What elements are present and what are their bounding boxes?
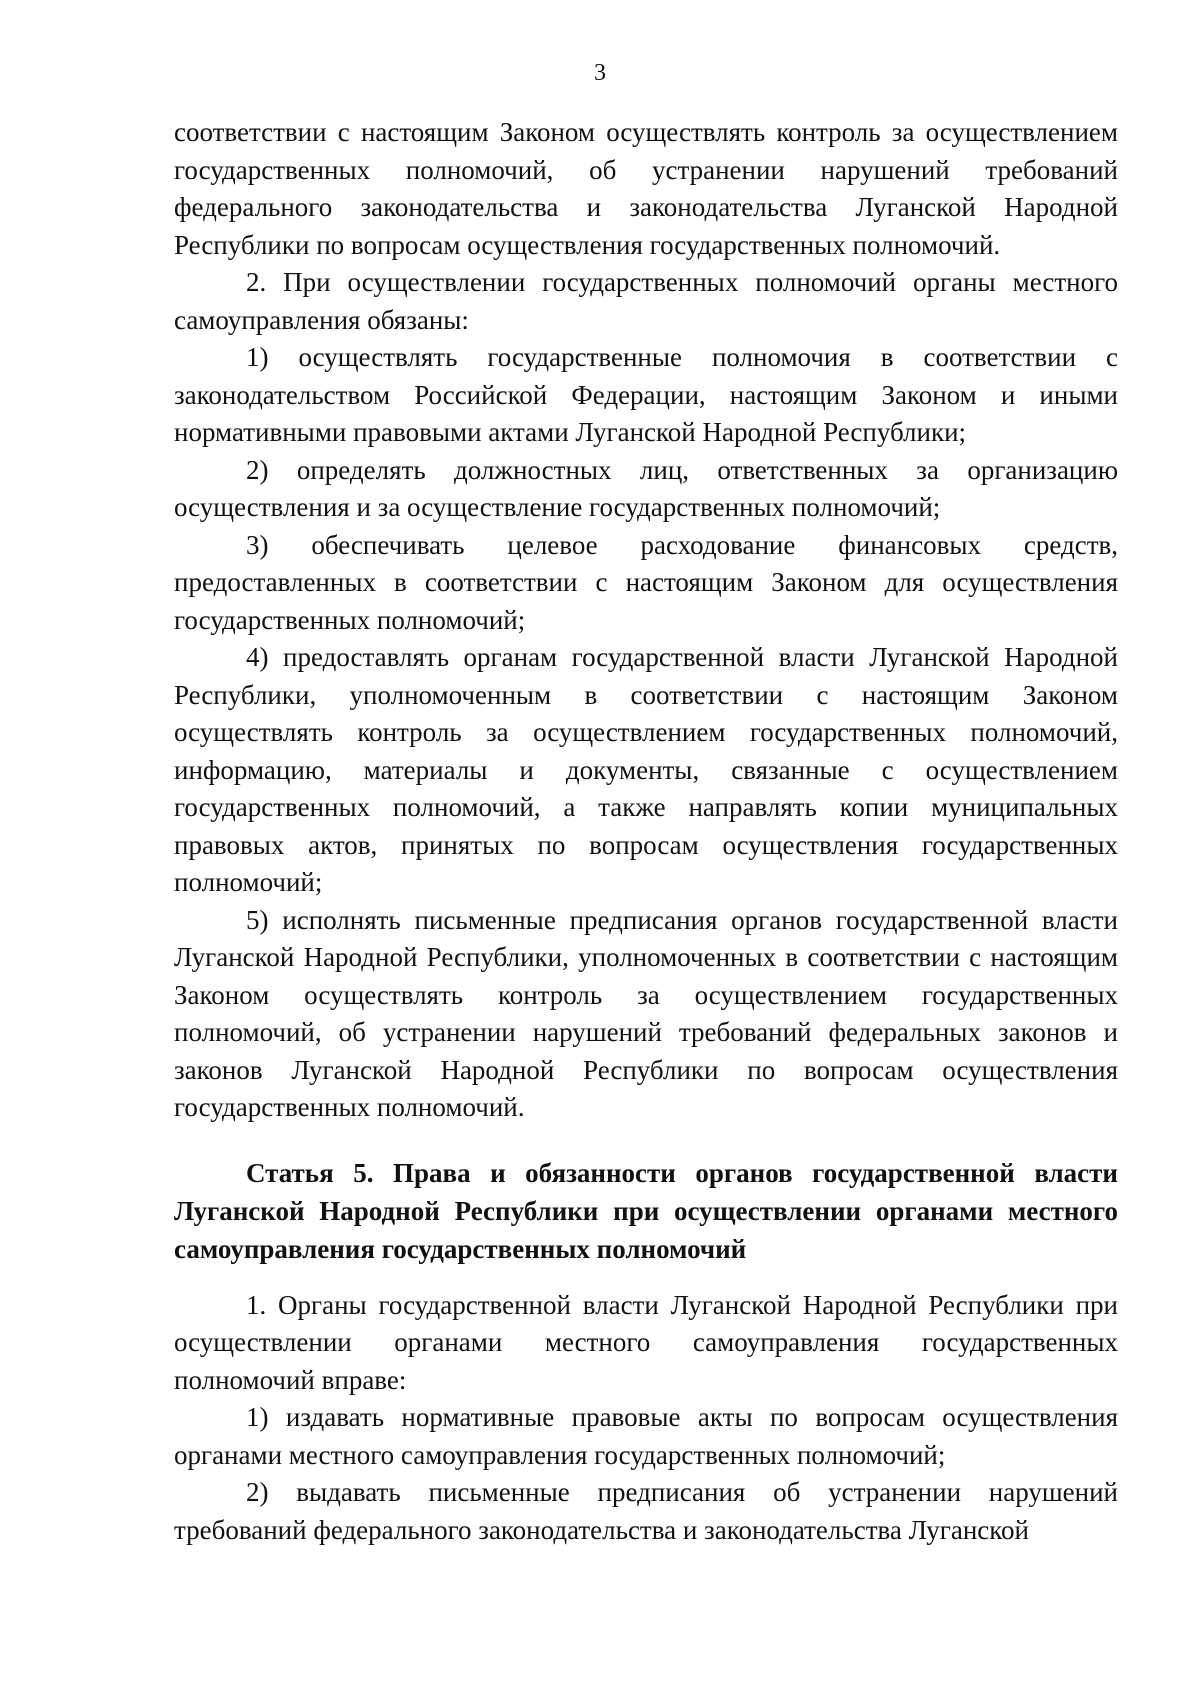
document-body xyxy=(174,114,1118,1549)
list-item-5: 5) исполнять письменные предписания органов государственной власти Луганской Народной Республики, уполномоченных в соответствии с настоящим Законом осуществлять контроль за осуществлением государственных полномочий, об устранении нарушений требований федеральных законов и законов Луганской Народной Республики по вопросам осуществления государственных полномочий. xyxy=(174,904,1118,1122)
paragraph-item-2: 2. При осуществлении государственных полномочий органы местного самоуправления обязаны: xyxy=(174,267,1118,335)
list-item-1: 1) осуществлять государственные полномочия в соответствии с законодательством Российской Федерации, настоящим Законом и иными нормативными правовыми актами Луганской Народной Республики; xyxy=(174,342,1118,447)
paragraph-continuation: соответствии с настоящим Законом осуществлять контроль за осуществлением государственных полномочий, об устранении нарушений требований федерального законодательства и законодательства Луганской Народной Республики по вопросам осуществления государственных полномочий. xyxy=(174,117,1118,260)
page-number: 3 xyxy=(594,60,606,86)
article-5-list-item-1: 1) издавать нормативные правовые акты по вопросам осуществления органами местного самоуправления государственных полномочий; xyxy=(174,1402,1118,1470)
article-5-list-item-2: 2) выдавать письменные предписания об устранении нарушений требований федерального законодательства и законодательства Луганской xyxy=(174,1477,1118,1545)
list-item-3: 3) обеспечивать целевое расходование финансовых средств, предоставленных в соответствии с настоящим Законом для осуществления государственных полномочий; xyxy=(174,529,1118,635)
list-item-2: 2) определять должностных лиц, ответственных за организацию осуществления и за осуществление государственных полномочий; xyxy=(174,454,1118,522)
article-5-paragraph-1: 1. Органы государственной власти Луганской Народной Республики при осуществлении органами местного самоуправления государственных полномочий вправе: xyxy=(174,1289,1118,1395)
list-item-4: 4) предоставлять органам государственной власти Луганской Народной Республики, уполномоченным в соответствии с настоящим Законом осуществлять контроль за осуществлением государственных полномочий, информацию, материалы и документы, связанные с осуществлением государственных полномочий, а также направлять копии муниципальных правовых актов, принятых по вопросам осуществления государственных полномочий; xyxy=(174,642,1118,897)
article-5-heading: Статья 5. Права и обязанности органов государственной власти Луганской Народной Республики при осуществлении органами местного самоуправления государственных полномочий xyxy=(174,1157,1118,1264)
